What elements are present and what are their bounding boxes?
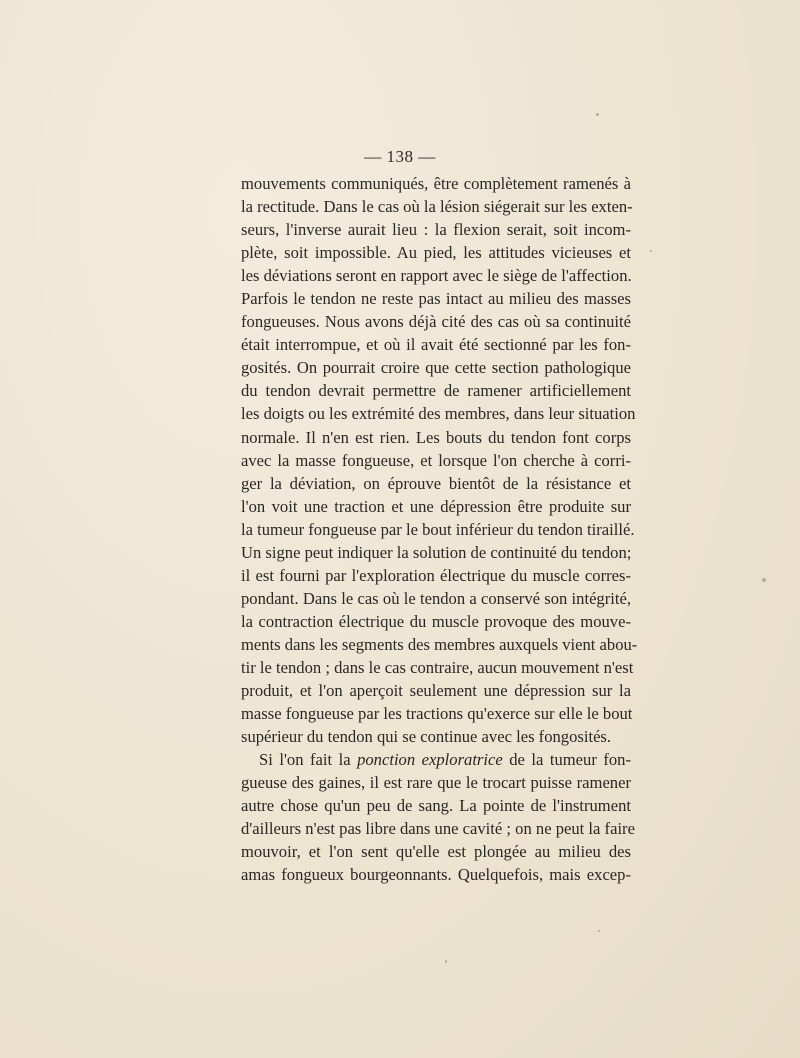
text-line: seurs, l'inverse aurait lieu : la flexion serait, soit incom- <box>241 220 631 240</box>
body-text <box>241 172 638 886</box>
text-line: Parfois le tendon ne reste pas intact au milieu des masses <box>241 289 631 309</box>
text-line: avec la masse fongueuse, et lorsque l'on cherche à corri- <box>241 450 631 470</box>
text-line: du tendon devrait permettre de ramener artificiellement <box>241 381 631 401</box>
text-line: la rectitude. Dans le cas où la lésion siégerait sur les exten- <box>241 197 633 217</box>
paper-speck <box>445 960 447 963</box>
text-line: pondant. Dans le cas où le tendon a conservé son intégrité, <box>241 588 631 608</box>
text-line: plète, soit impossible. Au pied, les attitudes vicieuses et <box>241 243 631 263</box>
text-line: supérieur du tendon qui se continue avec les fongosités. <box>241 727 612 747</box>
paper-speck <box>762 578 766 582</box>
text-line: tir le tendon ; dans le cas contraire, aucun mouvement n'est <box>241 657 634 677</box>
paper-speck <box>650 250 652 252</box>
page-number: — 138 — <box>364 147 436 166</box>
text-line: gueuse des gaines, il est rare que le trocart puisse ramener <box>241 773 631 793</box>
text-line: produit, et l'on aperçoit seulement une dépression sur la <box>241 681 631 701</box>
text-line: gosités. On pourrait croire que cette section pathologique <box>241 358 631 378</box>
text-line: la contraction électrique du muscle provoque des mouve- <box>241 611 631 631</box>
italic-term: ponction exploratrice <box>357 750 503 770</box>
text-line: mouvements communiqués, être complètement ramenés à <box>241 174 631 193</box>
paper-speck <box>596 113 599 116</box>
text-line: ger la déviation, on éprouve bientôt de la résistance et <box>241 473 631 493</box>
text-line: amas fongueux bourgeonnants. Quelquefois, mais excep- <box>241 865 631 885</box>
text-segment: Si l'on fait la <box>259 750 358 770</box>
paper-speck <box>598 930 600 932</box>
text-line: il est fourni par l'exploration électrique du muscle corres- <box>241 565 631 585</box>
text-line: fongueuses. Nous avons déjà cité des cas où sa continuité <box>241 312 631 332</box>
text-line: les déviations seront en rapport avec le siège de l'affection. <box>241 266 632 286</box>
text-line: Un signe peut indiquer la solution de continuité du tendon; <box>241 542 632 562</box>
text-line: ments dans les segments des membres auxquels vient abou- <box>241 634 638 654</box>
text-line: les doigts ou les extrémité des membres, dans leur situation <box>241 404 636 424</box>
text-line: était interrompue, et où il avait été sectionné par les fon- <box>241 335 631 355</box>
text-line: mouvoir, et l'on sent qu'elle est plongée au milieu des <box>241 842 631 862</box>
text-line: normale. Il n'en est rien. Les bouts du tendon font corps <box>241 427 631 447</box>
text-line: masse fongueuse par les tractions qu'exerce sur elle le bout <box>241 704 633 724</box>
paragraph-start-line <box>241 748 631 771</box>
text-line: la tumeur fongueuse par le bout inférieur du tendon tiraillé. <box>241 519 635 539</box>
text-line: l'on voit une traction et une dépression être produite sur <box>241 496 631 516</box>
text-line: autre chose qu'un peu de sang. La pointe de l'instrument <box>241 796 631 816</box>
text-segment: de la tumeur fon- <box>502 750 631 770</box>
text-line: d'ailleurs n'est pas libre dans une cavité ; on ne peut la faire <box>241 819 635 839</box>
